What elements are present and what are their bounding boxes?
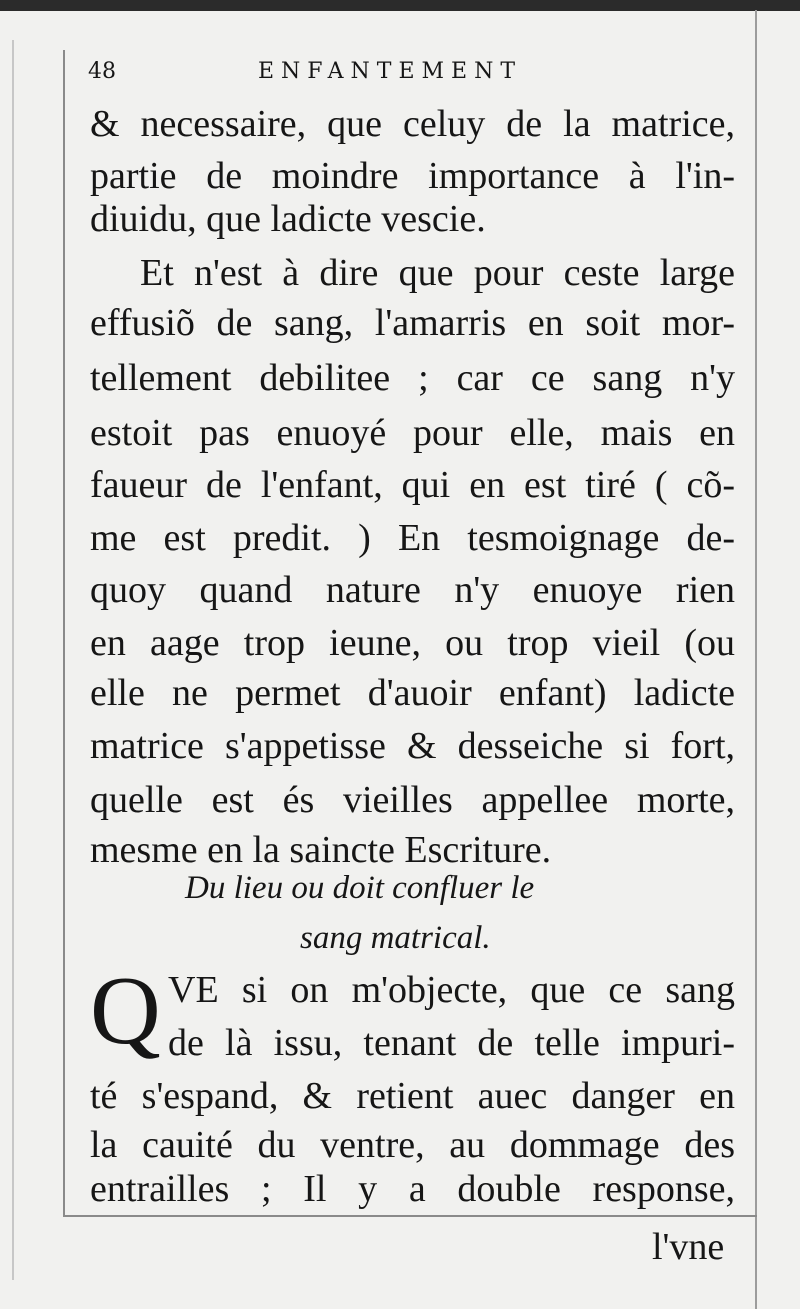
running-title: ENFANTEMENT <box>258 59 523 84</box>
text-line: effusiõ de sang, l'amarris en soit mor- <box>90 302 735 344</box>
text-line: mesme en la saincte Escriture. <box>90 829 552 871</box>
text-line: quelle est és vieilles appellee morte, <box>90 779 735 821</box>
text-line: quoy quand nature n'y enuoye rien <box>90 569 735 611</box>
catchword: l'vne <box>652 1226 725 1268</box>
text-line: té s'espand, & retient auec danger en <box>90 1075 735 1117</box>
page-number: 48 <box>88 59 116 84</box>
text-line: faueur de l'enfant, qui en est tiré ( cõ- <box>90 464 735 506</box>
section-heading: Du lieu ou doit confluer le <box>185 870 535 906</box>
text-line: entrailles ; Il y a double response, <box>90 1168 735 1210</box>
text-line: la cauité du ventre, au dommage des <box>90 1124 735 1166</box>
section-heading: sang matrical. <box>300 920 491 956</box>
paragraph-first-line: Et n'est à dire que pour ceste large <box>140 252 735 294</box>
text-line: matrice s'appetisse & desseiche si fort, <box>90 725 735 767</box>
text-line: partie de moindre importance à l'in- <box>90 155 735 197</box>
top-border <box>0 0 800 11</box>
text-line: VE si on m'objecte, que ce sang <box>168 969 735 1011</box>
left-margin-rule <box>63 50 65 1215</box>
bottom-rule <box>63 1215 757 1217</box>
drop-cap: Q <box>90 957 161 1065</box>
text-line: en aage trop ieune, ou trop vieil (ou <box>90 622 735 664</box>
text-line: tellement debilitee ; car ce sang n'y <box>90 357 735 399</box>
page-header <box>88 59 733 93</box>
text-line: de là issu, tenant de telle impuri- <box>168 1022 735 1064</box>
text-line: & necessaire, que celuy de la matrice, <box>90 103 735 145</box>
text-line: diuidu, que ladicte vescie. <box>90 198 486 240</box>
text-line: me est predit. ) En tesmoignage de- <box>90 517 735 559</box>
right-margin-rule <box>755 10 757 1309</box>
text-line: elle ne permet d'auoir enfant) ladicte <box>90 672 735 714</box>
text-line: estoit pas enuoyé pour elle, mais en <box>90 412 735 454</box>
outer-margin-rule <box>12 40 14 1280</box>
